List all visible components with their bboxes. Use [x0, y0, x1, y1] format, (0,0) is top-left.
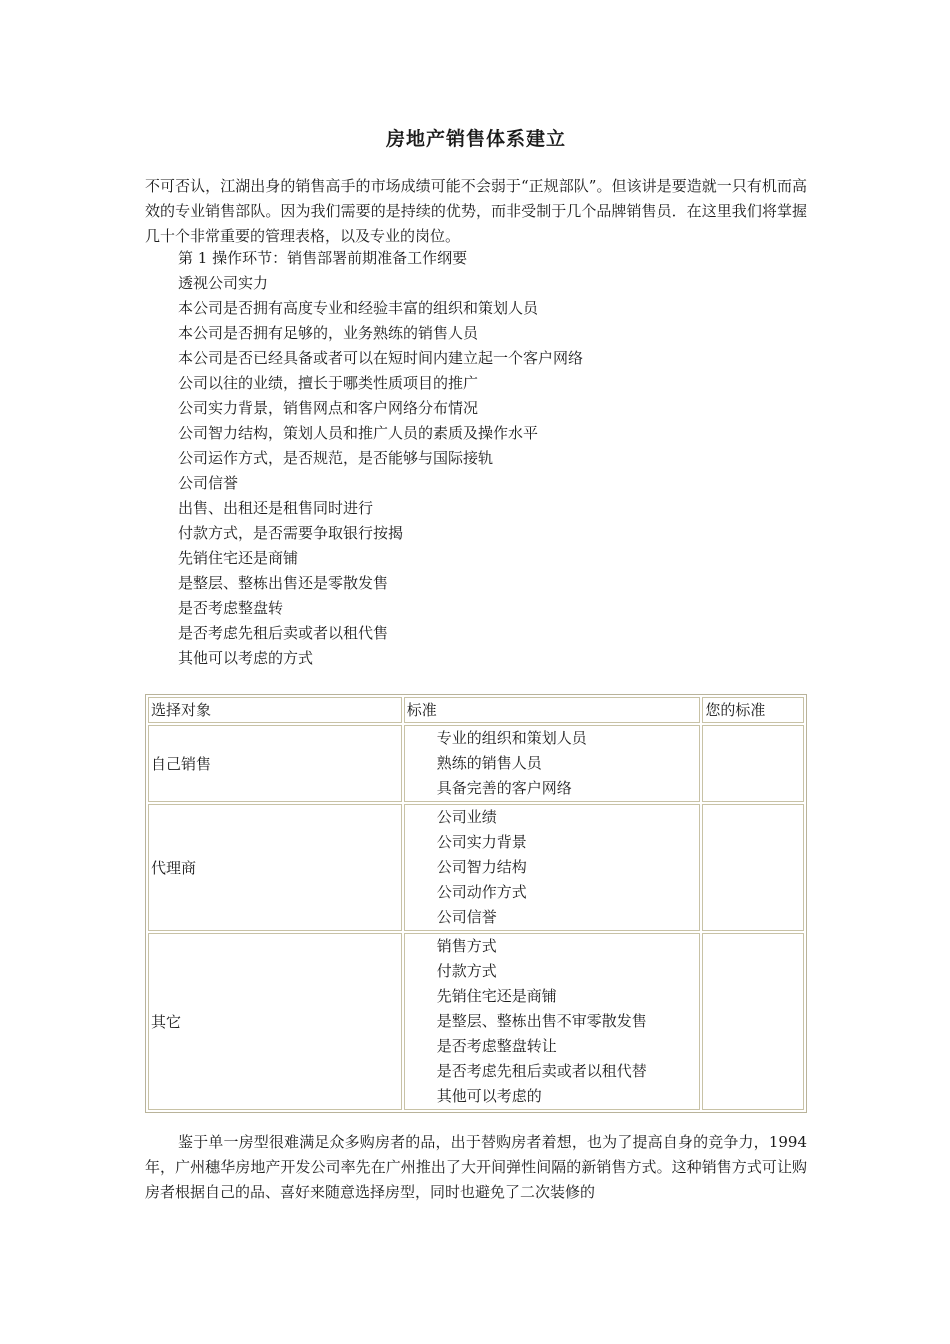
row-object: 其它 [148, 933, 402, 1110]
standard-item: 销售方式 [436, 937, 497, 955]
standard-item: 是否考虑整盘转让 [436, 1037, 557, 1055]
table-row [148, 804, 804, 931]
table-header-row [148, 697, 804, 723]
standard-item: 付款方式 [436, 962, 497, 980]
checklist [178, 246, 583, 671]
list-item: 公司实力背景，销售网点和客户网络分布情况 [178, 399, 479, 417]
row-your-standard [702, 725, 804, 802]
criteria-table [145, 694, 807, 1113]
row-object: 代理商 [148, 804, 402, 931]
page-title: 房地产销售体系建立 [385, 128, 566, 150]
list-item: 先销住宅还是商铺 [178, 549, 299, 567]
list-item: 其他可以考虑的方式 [178, 649, 314, 667]
list-item: 付款方式，是否需要争取银行按揭 [178, 524, 404, 542]
list-item: 透视公司实力 [178, 274, 269, 292]
list-item: 公司信誉 [178, 474, 239, 492]
row-object: 自己销售 [148, 725, 402, 802]
row-standards [404, 804, 701, 931]
intro-paragraph: 不可否认，江湖出身的销售高手的市场成绩可能不会弱于“正规部队”。但该讲是要造就一只有机而高效的专业销售部队。因为我们需要的是持续的优势，而非受制于几个品牌销售员．在这里我们将掌握几十个非常重要的管理表格，以及专业的岗位。 [145, 177, 807, 245]
list-item: 出售、出租还是租售同时进行 [178, 499, 374, 517]
list-item: 是整层、整栋出售还是零散发售 [178, 574, 389, 592]
standard-item: 公司信誉 [436, 908, 497, 926]
standard-item: 公司业绩 [436, 808, 497, 826]
list-item: 是否考虑整盘转 [178, 599, 284, 617]
row-your-standard [702, 804, 804, 931]
list-item: 第 1 操作环节：销售部署前期准备工作纲要 [178, 249, 468, 267]
closing-paragraph: 鉴于单一房型很难满足众多购房者的品，出于替购房者着想，也为了提高自身的竞争力，1994 年，广州穗华房地产开发公司率先在广州推出了大开间弹性间隔的新销售方式。这种销售方式可让购房者根据自己的品、喜好来随意选择房型，同时也避免了二次装修的 [145, 1133, 807, 1201]
standard-item: 是整层、整栋出售不审零散发售 [436, 1012, 647, 1030]
list-item: 本公司是否拥有足够的，业务熟练的销售人员 [178, 324, 479, 342]
list-item: 本公司是否拥有高度专业和经验丰富的组织和策划人员 [178, 299, 539, 317]
header-standard: 标准 [404, 697, 701, 723]
list-item: 公司以往的业绩，擅长于哪类性质项目的推广 [178, 374, 479, 392]
row-standards [404, 933, 701, 1110]
standard-item: 具备完善的客户网络 [436, 779, 572, 797]
standard-item: 公司智力结构 [436, 858, 527, 876]
table-row [148, 933, 804, 1110]
standard-item: 是否考虑先租后卖或者以租代替 [436, 1062, 647, 1080]
list-item: 本公司是否已经具备或者可以在短时间内建立起一个客户网络 [178, 349, 584, 367]
row-standards [404, 725, 701, 802]
table-row [148, 725, 804, 802]
list-item: 公司智力结构，策划人员和推广人员的素质及操作水平 [178, 424, 539, 442]
standard-item: 熟练的销售人员 [436, 754, 542, 772]
standard-item: 公司动作方式 [436, 883, 527, 901]
standard-item: 公司实力背景 [436, 833, 527, 851]
standard-item: 专业的组织和策划人员 [436, 729, 587, 747]
header-your-standard: 您的标准 [702, 697, 804, 723]
list-item: 是否考虑先租后卖或者以租代售 [178, 624, 389, 642]
standard-item: 其他可以考虑的 [436, 1087, 542, 1105]
list-item: 公司运作方式，是否规范，是否能够与国际接轨 [178, 449, 494, 467]
standard-item: 先销住宅还是商铺 [436, 987, 557, 1005]
header-object: 选择对象 [148, 697, 402, 723]
row-your-standard [702, 933, 804, 1110]
